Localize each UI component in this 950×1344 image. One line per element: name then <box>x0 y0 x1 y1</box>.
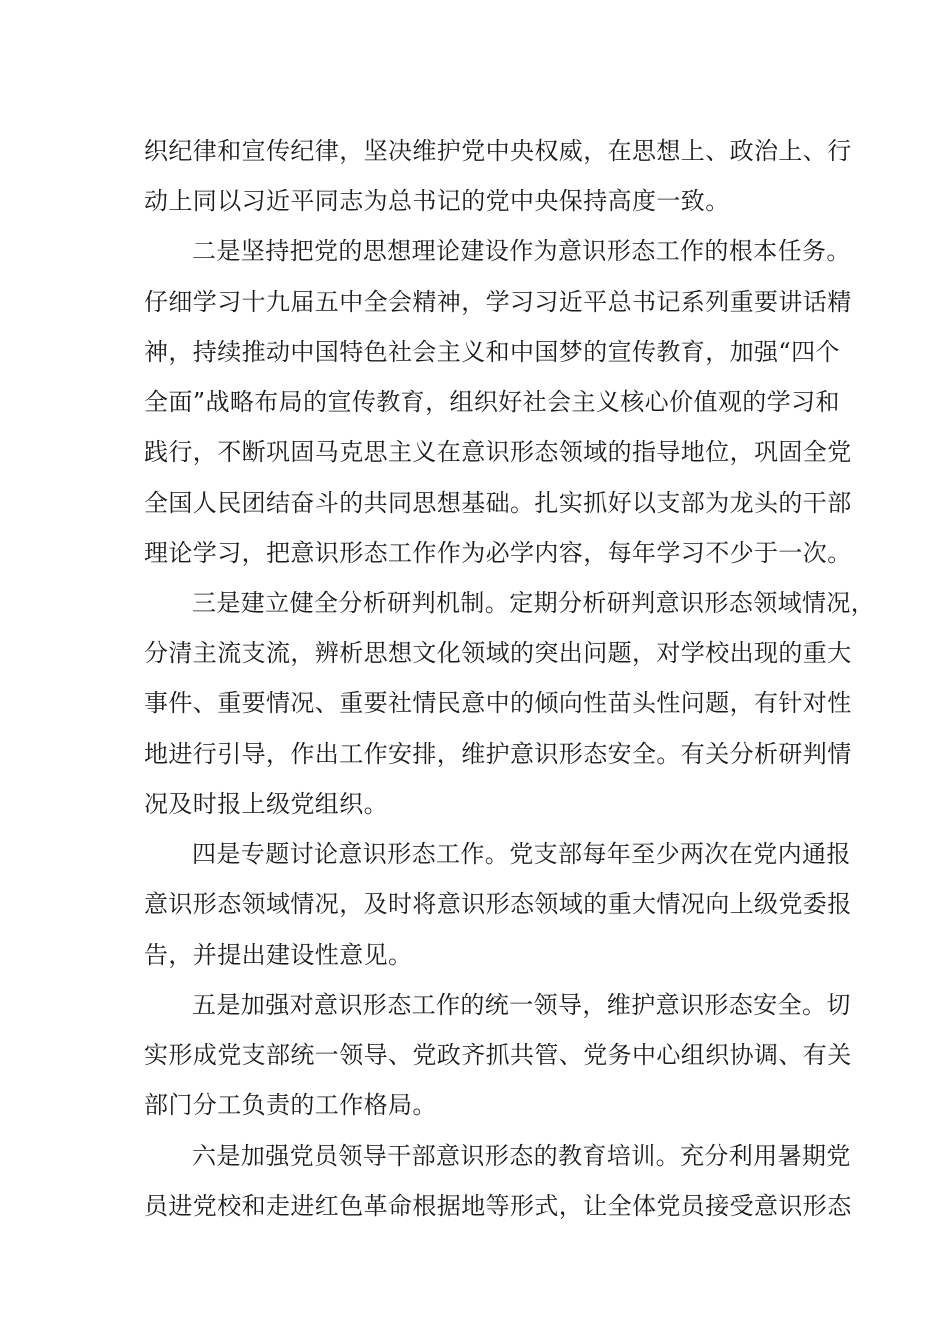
text-line: 全面”战略布局的宣传教育，组织好社会主义核心价值观的学习和 <box>144 388 840 416</box>
text-line: 员进党校和走进红色革命根据地等形式，让全体党员接受意识形态 <box>144 1192 852 1220</box>
text-line: 践行，不断巩固马克思主义在意识形态领域的指导地位，巩固全党 <box>144 438 852 466</box>
paragraph-6-start: 六是加强党员领导干部意识形态的教育培训。充分利用暑期党 <box>192 1142 851 1170</box>
text-line: 实形成党支部统一领导、党政齐抓共管、党务中心组织协调、有关 <box>144 1041 852 1069</box>
text-line: 动上同以习近平同志为总书记的党中央保持高度一致。 <box>144 187 730 215</box>
text-line: 况及时报上级党组织。 <box>144 790 388 818</box>
paragraph-2-start: 二是坚持把党的思想理论建设作为意识形态工作的根本任务。 <box>192 237 851 265</box>
text-line: 告，并提出建设性意见。 <box>144 941 413 969</box>
text-line: 分清主流支流，辨析思想文化领域的突出问题，对学校出现的重大 <box>144 639 852 667</box>
text-line: 部门分工负责的工作格局。 <box>144 1091 437 1119</box>
text-line: 理论学习，把意识形态工作作为必学内容，每年学习不少于一次。 <box>144 539 852 567</box>
text-line: 神，持续推动中国特色社会主义和中国梦的宣传教育，加强“四个 <box>144 338 840 366</box>
paragraph-5-start: 五是加强对意识形态工作的统一领导，维护意识形态安全。切 <box>192 991 851 1019</box>
text-line: 地进行引导，作出工作安排，维护意识形态安全。有关分析研判情 <box>144 740 852 768</box>
text-line: 事件、重要情况、重要社情民意中的倾向性苗头性问题，有针对性 <box>144 689 852 717</box>
text-line: 全国人民团结奋斗的共同思想基础。扎实抓好以支部为龙头的干部 <box>144 489 852 517</box>
text-line: 意识形态领域情况，及时将意识形态领域的重大情况向上级党委报 <box>144 890 852 918</box>
paragraph-3-start: 三是建立健全分析研判机制。定期分析研判意识形态领域情况， <box>192 589 876 617</box>
paragraph-4-start: 四是专题讨论意识形态工作。党支部每年至少两次在党内通报 <box>192 840 851 868</box>
text-line: 织纪律和宣传纪律，坚决维护党中央权威，在思想上、政治上、行 <box>144 137 852 165</box>
text-line: 仔细学习十九届五中全会精神，学习习近平总书记系列重要讲话精 <box>144 288 852 316</box>
